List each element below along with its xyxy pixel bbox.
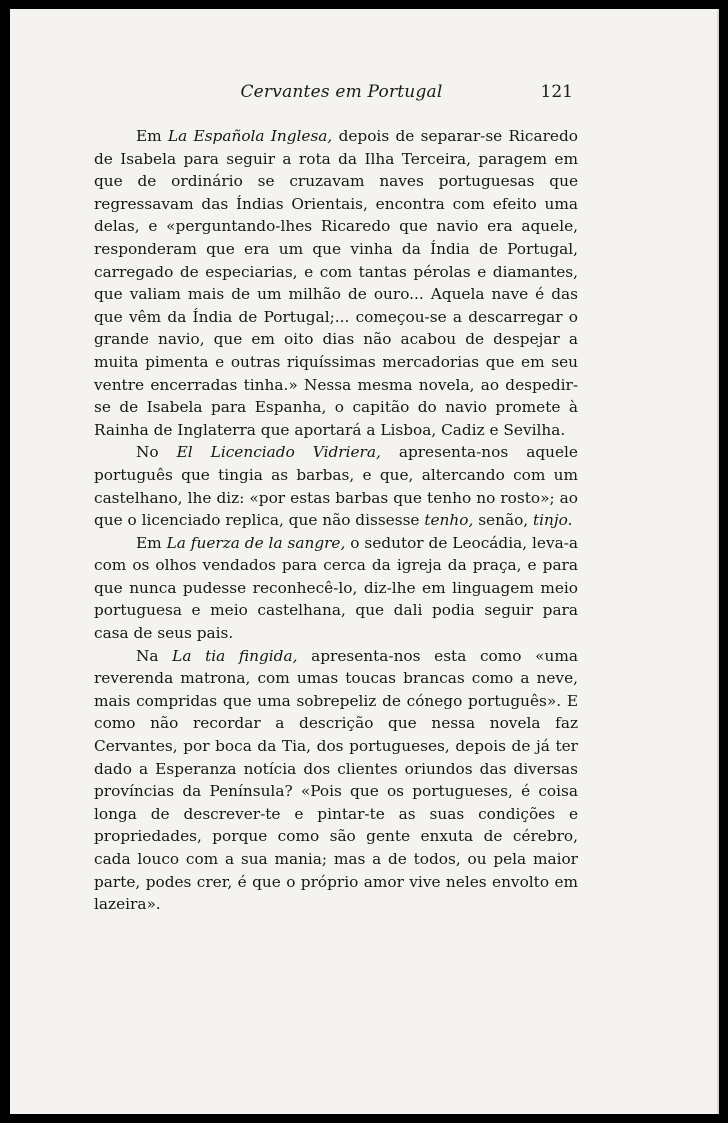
paragraph-1 xyxy=(94,125,578,441)
page-number: 121 xyxy=(540,82,573,102)
novel-title: La tia fingida, xyxy=(172,646,298,665)
page-header xyxy=(104,82,579,106)
novel-title: El Licenciado Vidriera, xyxy=(176,443,381,462)
text-run: Em xyxy=(136,127,168,145)
running-title: Cervantes em Portugal xyxy=(240,82,443,102)
body-text xyxy=(94,125,578,916)
text-run: apresenta-nos aquele português que tingia as barbas, e que, altercando com um castelhano, lhe diz: «por estas barbas que tenho no rosto»; ao que o licenciado replica, que não dissesse xyxy=(94,443,578,530)
text-run: Em xyxy=(136,533,167,552)
text-run: o sedutor de Leocádia, leva-a com os olhos vendados para cerca da igreja da praça, e para que nunca pudesse reconhecê-lo, diz-lhe em linguagem meio portuguesa e meio castelhana, que dali podia seguir para casa de seus pais. xyxy=(94,533,578,643)
novel-title: La Española Inglesa, xyxy=(167,127,333,145)
book-page xyxy=(10,9,719,1114)
novel-title: La fuerza de la sangre, xyxy=(166,533,346,552)
paragraph-3 xyxy=(94,532,578,645)
paragraph-2 xyxy=(94,441,578,531)
paragraph-4 xyxy=(94,645,578,916)
text-run: No xyxy=(136,443,177,462)
text-run: Na xyxy=(136,646,173,665)
italic-word: tinjo. xyxy=(533,511,573,530)
text-run: senão, xyxy=(473,511,533,530)
text-run: depois de separar-se Ricaredo de Isabela para seguir a rota da Ilha Terceira, paragem em que de ordinário se cruzavam naves portuguesas que regressavam das Índias Orientais, encontra com efeito uma delas, e «perguntando-lhes Ricaredo que navio era aquele, responderam que era um que vinha da Índia de Portugal, carregado de especiarias, e com tantas pérolas e diamantes, que valiam mais de um milhão de ouro... Aquela nave é das que vêm da Índia de Portugal;... começou-se a descarregar o grande navio, que em oito dias não acabou de despejar a muita pimenta e outras riquíssimas mercadorias que em seu ventre encerradas tinha.» Nessa mesma novela, ao despedir-se de Isabela para Espanha, o capitão do navio promete à Rainha de Inglaterra que aportará a Lisboa, Cadiz e Sevilha. xyxy=(94,127,578,439)
text-run: apresenta-nos esta como «uma reverenda matrona, com umas toucas brancas como a neve, mais compridas que uma sobrepeliz de cónego português». E como não recordar a descrição que nessa novela faz Cervantes, por boca da Tia, dos portugueses, depois de já ter dado a Esperanza notícia dos clientes oriundos das diversas províncias da Península? «Pois que os portugueses, é coisa longa de descrever-te e pintar-te as suas condições e propriedades, porque como são gente enxuta de cérebro, cada louco com a sua mania; mas a de todos, ou pela maior parte, podes crer, é que o próprio amor vive neles envolto em lazeira». xyxy=(94,646,578,914)
italic-word: tenho, xyxy=(424,511,474,530)
